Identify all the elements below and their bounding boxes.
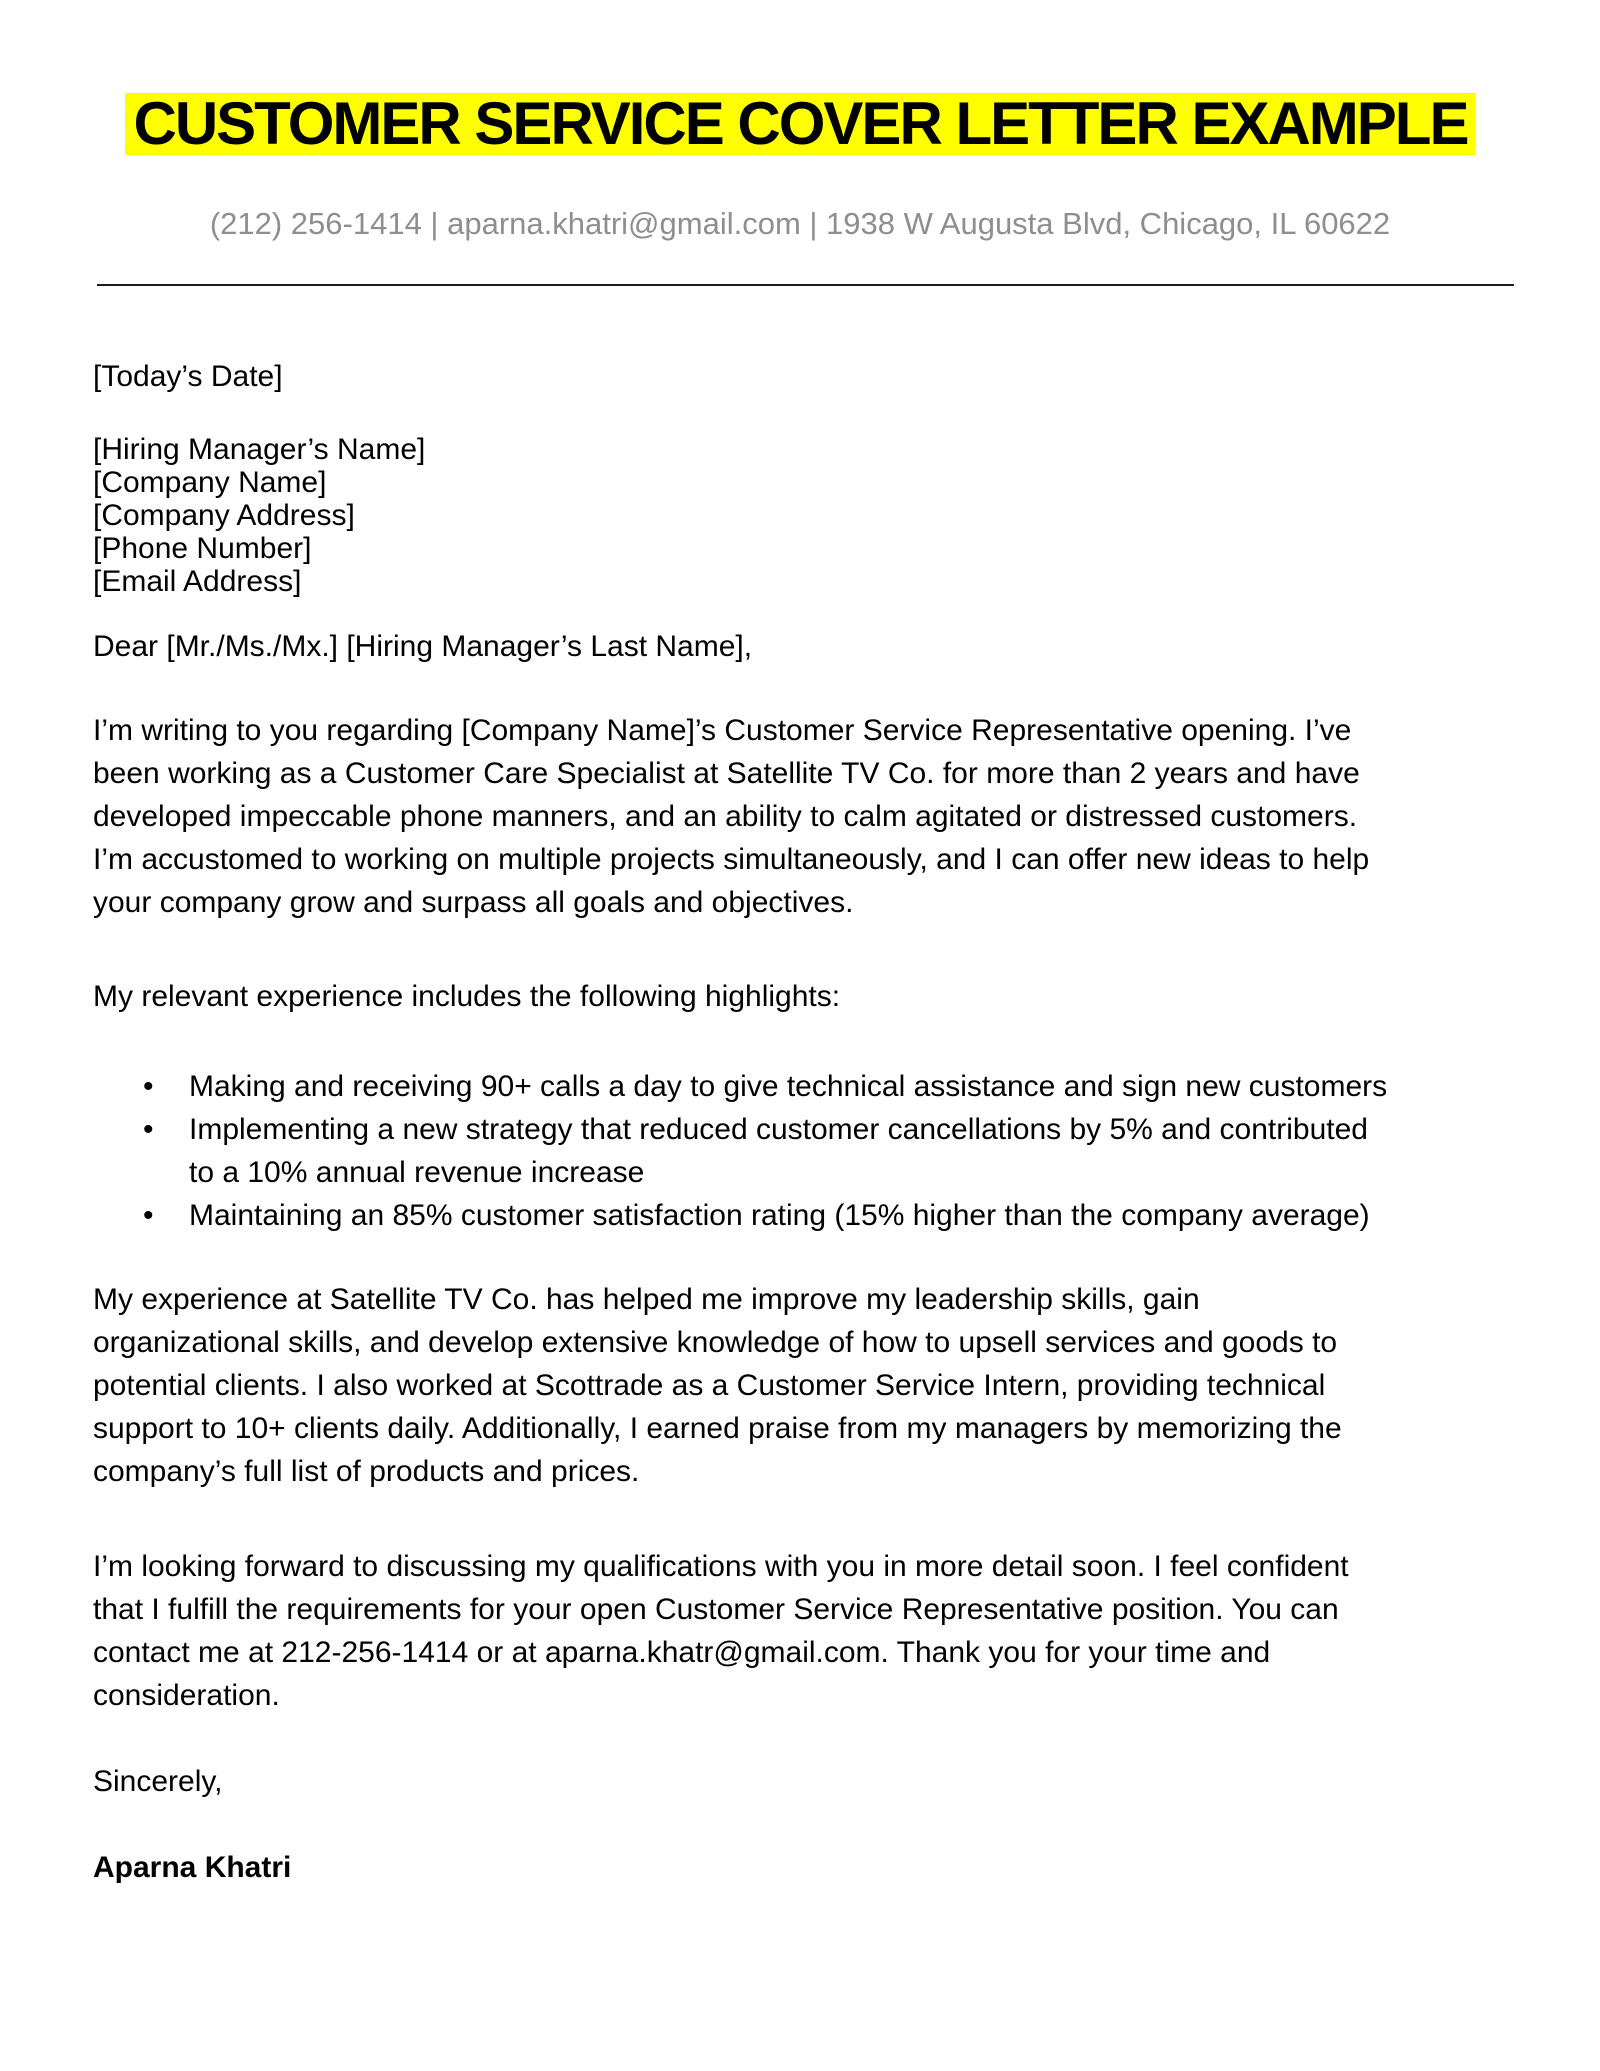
text-line: [Company Address] (93, 499, 355, 532)
paragraph-experience (93, 1278, 1510, 1493)
paragraph-closing (93, 1545, 1510, 1717)
text-line: developed impeccable phone manners, and an ability to calm agitated or distressed customers. (93, 800, 1358, 833)
salutation: Dear [Mr./Ms./Mx.] [Hiring Manager’s Last Name], (93, 630, 753, 663)
signoff: Sincerely, (93, 1765, 223, 1798)
date-placeholder: [Today’s Date] (93, 360, 283, 393)
header-divider (97, 284, 1514, 286)
recipient-address-block (93, 433, 1510, 598)
text-line: My experience at Satellite TV Co. has helped me improve my leadership skills, gain (93, 1283, 1200, 1316)
highlight-item (93, 1108, 1510, 1194)
page-title: CUSTOMER SERVICE COVER LETTER EXAMPLE (125, 93, 1476, 155)
text-line: [Company Name] (93, 466, 327, 499)
letter-body (0, 360, 1600, 1889)
text-line: [Hiring Manager’s Name] (93, 433, 426, 466)
text-line: been working as a Customer Care Specialist at Satellite TV Co. for more than 2 years and have (93, 757, 1360, 790)
text-line: support to 10+ clients daily. Additionally, I earned praise from my managers by memorizing the (93, 1412, 1342, 1445)
highlights-list (93, 1065, 1510, 1237)
paragraph-highlights-intro: My relevant experience includes the following highlights: (93, 980, 841, 1013)
text-line: company’s full list of products and prices. (93, 1455, 640, 1488)
text-line: that I fulfill the requirements for your open Customer Service Representative position. You can (93, 1593, 1339, 1626)
text-line: Implementing a new strategy that reduced customer cancellations by 5% and contributed (189, 1113, 1368, 1146)
text-line: I’m writing to you regarding [Company Name]’s Customer Service Representative opening. I’ve (93, 714, 1352, 747)
paragraph-intro (93, 709, 1510, 924)
highlight-text (189, 1065, 1510, 1108)
text-line: Maintaining an 85% customer satisfaction rating (15% higher than the company average) (189, 1199, 1370, 1232)
signature-name: Aparna Khatri (93, 1851, 292, 1884)
title-band (0, 90, 1600, 157)
text-line: contact me at 212-256-1414 or at aparna.khatr@gmail.com. Thank you for your time and (93, 1636, 1271, 1669)
text-line: I’m looking forward to discussing my qualifications with you in more detail soon. I feel confident (93, 1550, 1349, 1583)
text-line: your company grow and surpass all goals and objectives. (93, 886, 854, 919)
text-line: [Email Address] (93, 565, 302, 598)
text-line: [Phone Number] (93, 532, 312, 565)
text-line: I’m accustomed to working on multiple projects simultaneously, and I can offer new ideas to help (93, 843, 1370, 876)
text-line: potential clients. I also worked at Scottrade as a Customer Service Intern, providing technical (93, 1369, 1326, 1402)
bullet-icon: • (143, 1199, 154, 1232)
highlight-item (93, 1194, 1510, 1237)
highlight-text (189, 1108, 1510, 1194)
text-line: organizational skills, and develop extensive knowledge of how to upsell services and goods to (93, 1326, 1338, 1359)
bullet-icon: • (143, 1113, 154, 1146)
bullet-icon: • (143, 1070, 154, 1103)
highlight-text (189, 1194, 1510, 1237)
highlight-item (93, 1065, 1510, 1108)
text-line: consideration. (93, 1679, 280, 1712)
text-line: to a 10% annual revenue increase (189, 1156, 645, 1189)
contact-info-line: (212) 256-1414 | aparna.khatri@gmail.com | 1938 W Augusta Blvd, Chicago, IL 60622 (209, 206, 1391, 241)
text-line: Making and receiving 90+ calls a day to give technical assistance and sign new customers (189, 1070, 1388, 1103)
